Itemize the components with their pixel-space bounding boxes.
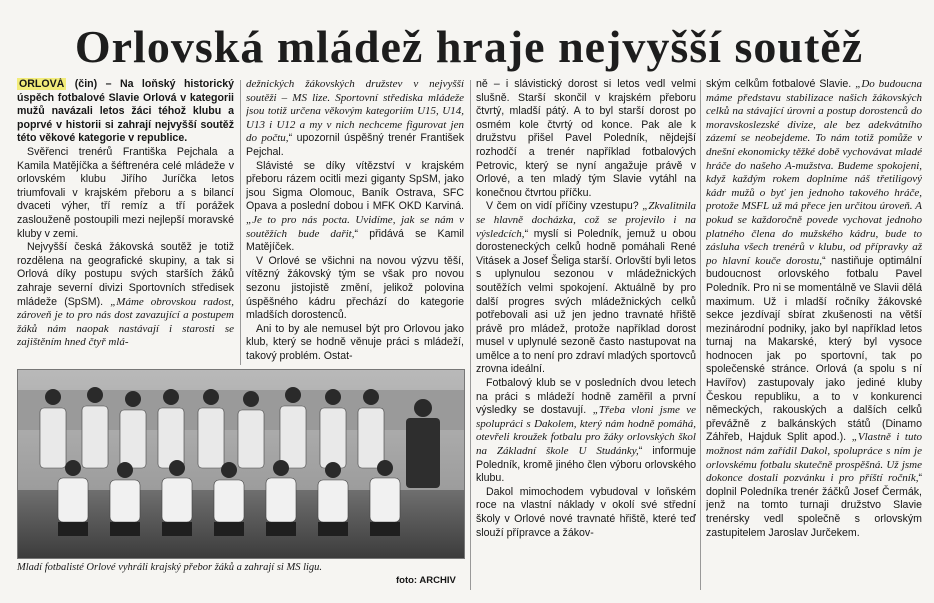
body-text: “ nastiňuje optimální budoucnost orlovského fotbalu Pavel Poledník. Pro ni se momentálně ve Slavii dělá maximum. Už i mladší ročníky žákovské sekce jezdívají sbírat zkušenosti na větší mezinárodní podniky, jako byl například letos turnaj na Makarské, který byl vysoce hodnocen jak po sportovní, tak po společenské stránce. Orlová (a spolu s ní Havířov) zastupovaly jako jediné kluby Českou republiku, a to v konkurenci německých, rakouských a dalších celků převážně z balkánských států (Dinamo Záhřeb, Hajduk Split apod.). [706,254,922,444]
body-text: “ informuje Poledník, kromě jiného člen výboru orlovského klubu. [476,445,696,485]
body-text: “ upozornil úspěšný trenér František Pejchal. [246,132,464,158]
lead-text: (čin) – Na loňský historický úspěch fotbalové Slavie Orlová v kategorii mužů navázali letos žáci téhož klubu a poprvé v historii si zahrají nejvyšší soutěž této věkové kategorie v republice. [17,78,234,145]
team-photo [17,369,465,559]
body-text: Nejvyšší česká žákovská soutěž je totiž rozdělena na geografické skupiny, a tak si Orlová díky postupu svých starších žáků zahraje severní divizi Sportovních středisek mládeže (SpSM). [17,241,234,308]
quote: „Třeba vloni jsme ve spolupráci s Dakolem, který nám hodně pomáhá, otevřeli kroužek fotbalu pro žáky orlovských škol na Základní škole U Studánky, [476,404,696,458]
body-text: “ přidává se Kamil Matějíček. [246,227,464,254]
dateline-place: ORLOVÁ [19,78,65,90]
column-3 [476,78,696,594]
body-paragraph [246,160,464,255]
body-paragraph: Ani to by ale nemusel být pro Orlovou jako klub, který se hodně věnuje práci s mládeží, takový problém. Ostat- [246,322,464,362]
quote: „Zkvalitnila se hlavně docházka, což se projevilo i na výsledcích, [476,200,696,240]
quote: „Vlastně i tuto možnost nám zařídil Dakol, spolupráce s ním je orlovskému fotbalu skutečně prospěšná. Už jsme dokonce dostali pozvánku i pro příští ročník, [706,431,922,485]
team-photo-image [18,370,464,558]
body-paragraph: ně – i slávistický dorost si letos vedl velmi slušně. Starší skončil v krajském přeboru čtvrtý, mladší pátý. A to byl starší dorost po osmém kole čtvrtý od konce. Pak ale k družstvu přišel Pavel Poledník, nějdejší rozhodčí a trenér například fotbalových Petrovic, který se nyní angažuje právě v Orlové, a ten mladý tým Slavie vytáhl na konečnou čtvrtou příčku. [476,78,696,199]
body-paragraph [476,200,696,377]
body-text: ským celkům fotbalové Slavie. [706,78,856,90]
body-paragraph [476,377,696,486]
body-paragraph [17,241,234,350]
quote: „Máme obrovskou radost, zároveň je to pro nás dost zavazující a postupem žáků nám naopak nastávají i starosti se zajištěním hned čtyř mlá- [17,295,234,349]
quote: dežnických žákovských družstev v nejvyšší soutěži – MS lize. Sportovní střediska mládeže jsou totiž určena věkovým kategoriím U15, U14, U13 i U12 a my v nich nechceme figurovat jen do počtu, [246,78,464,145]
column-divider [240,80,241,365]
photo-credit: foto: ARCHIV [396,575,456,586]
body-text: “ myslí si Poledník, jemuž u obou dorosteneckých celků hodně pomáhali René Vitásek a Josef Šeliga starší. Orlovští byli letos s uplynulou sezonou v mládežnických soutěžích velmi spokojení. Aktuálně by pro další progres svých mládežnických celků potřebovali asi už jen jedno travnaté hřiště právě pro mládež, protože například dorost musel v uplynulé sezoně často nastupovat na umělce a to není pro zdraví mladých sportovců zrovna ideální. [476,227,696,376]
body-text: Fotbalový klub se v posledních dvou letech na práci s mládeží hodně zaměřil a první výsledky se dostavují. [476,377,696,417]
column-2 [246,78,464,368]
column-divider [700,80,701,590]
body-paragraph: Svěřenci trenérů Františka Pejchala a Kamila Matějíčka a šéftrenéra celé mládeže v orlovském klubu Jiřího Juríčka letos triumfovali v krajském přeboru a s bilancí dvaceti výher, tří remíz a tří porážek zaslouženě postoupili mezi nejlepší moravské kluby v zemi. [17,145,234,240]
body-text: “ doplnil Poledníka trenér žáčků Josef Čermák, jenž na tomto turnaji družstvo Slavie trenérsky vedl společně s orlovským zastupitelem Jaroslav Jurčekem. [706,472,922,539]
column-divider [470,80,471,590]
lead-paragraph [17,78,234,146]
quote: „Je to pro nás pocta. Uvidíme, jak se nám v soutěžích bude dařit, [246,213,464,240]
body-paragraph [706,78,922,540]
column-1 [17,78,234,368]
body-paragraph: Dakol mimochodem vybudoval v loňském roce na vlastní náklady v okolí své střední školy v Orlové nové travnaté hřiště, které teď slouží přípravce a žákov- [476,485,696,539]
body-text: Slávisté se díky vítězství v krajském přeboru rázem ocitli mezi giganty SpSM, jako jsou Sigma Olomouc, Baník Ostrava, SFC Opava a poslední dobou i MFK OKD Karviná. [246,159,464,213]
body-paragraph [246,78,464,160]
photo-caption: Mladí fotbalisté Orlové vyhráli krajský přebor žáků a zahrají si MS ligu. [17,562,323,573]
body-text: V čem on vidí příčiny vzestupu? [486,200,643,213]
article-headline: Orlovská mládež hraje nejvyšší soutěž [74,21,864,72]
column-4 [706,78,922,594]
quote: „Do budoucna máme představu stabilizace našich žákovských celků na stávající úrovni a postup dorostenců do moravskoslezské divize, ale bez adekvátního zázemí se neobejdeme. To nám totiž pomůže v dnešní ekonomicky těžké době vychovávat mladé hráče do našeho A-mužstva. Budeme spokojeni, když každým rokem doplníme náš třetiligový kádr mužů o byť jen jednoho takového hráče, protože MSFL už má přece jen určitou úroveň. A pokud se každoročně povede vychovat jednoho platného člena do mužského kádru, bude to zásluha všech trenérů v klubu, od přípravky až po hlavní kouče dorostu, [706,78,922,267]
body-paragraph: V Orlové se všichni na novou výzvu těší, vítězný žákovský tým se však pro novou sezonu jistojistě změní, jelikož polovina úspěšného kádru přechází do kategorie mladších dorostenců. [246,254,464,322]
